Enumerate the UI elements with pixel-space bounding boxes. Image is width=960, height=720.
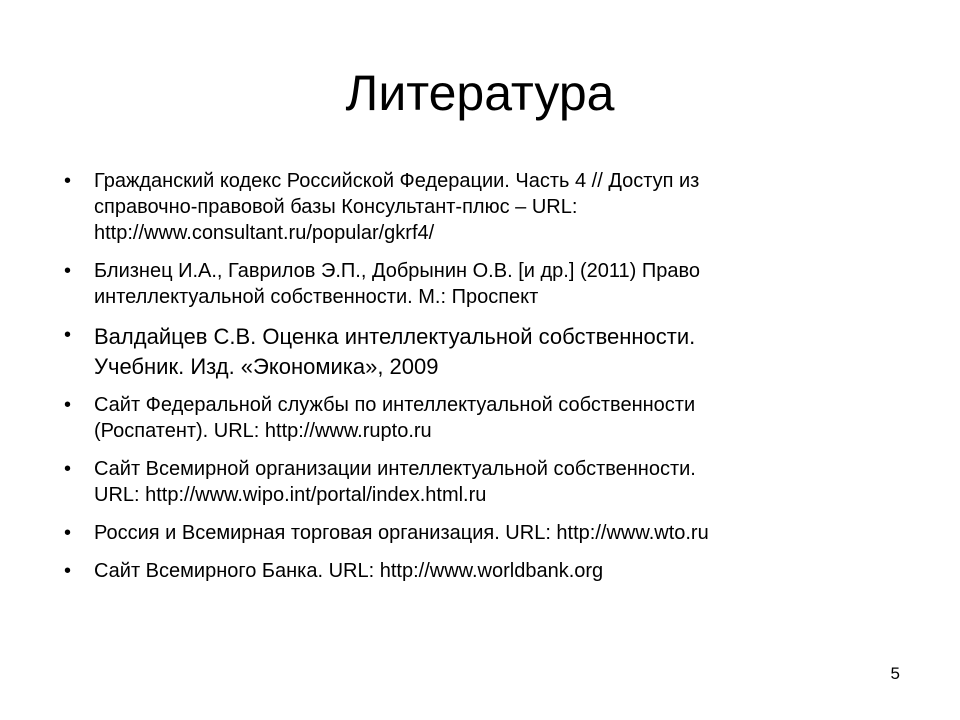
bullet-dot-icon: • bbox=[64, 560, 72, 582]
list-item-line: Гражданский кодекс Российской Федерации. Часть 4 // Доступ из bbox=[94, 170, 700, 192]
list-item-line: Валдайцев С.В. Оценка интеллектуальной собственности. bbox=[94, 324, 696, 349]
list-item-line: Близнец И.А., Гаврилов Э.П., Добрынин О.В. [и др.] (2011) Право bbox=[94, 260, 700, 282]
list-item-line: Сайт Всемирного Банка. URL: http://www.worldbank.org bbox=[94, 560, 604, 582]
bibliography-list bbox=[60, 168, 890, 596]
list-item-text bbox=[94, 322, 890, 382]
list-item-text bbox=[94, 558, 890, 584]
list-item bbox=[60, 168, 890, 246]
list-item bbox=[60, 456, 890, 508]
list-item-text bbox=[94, 392, 890, 444]
list-item bbox=[60, 392, 890, 444]
list-item-text bbox=[94, 258, 890, 310]
list-item-line: URL: http://www.wipo.int/portal/index.html.ru bbox=[94, 484, 487, 506]
list-item-text bbox=[94, 520, 890, 546]
list-item bbox=[60, 520, 890, 546]
list-item-line: Сайт Всемирной организации интеллектуальной собственности. bbox=[94, 458, 696, 480]
list-item-line: (Роспатент). URL: http://www.rupto.ru bbox=[94, 420, 432, 442]
list-item-line: Россия и Всемирная торговая организация. URL: http://www.wto.ru bbox=[94, 522, 709, 544]
list-item bbox=[60, 322, 890, 382]
list-item-line: интеллектуальной собственности. М.: Проспект bbox=[94, 286, 539, 308]
list-item-text bbox=[94, 168, 890, 246]
list-item bbox=[60, 558, 890, 584]
bullet-dot-icon: • bbox=[64, 522, 72, 544]
slide-title: Литература bbox=[345, 65, 615, 121]
list-item-text bbox=[94, 456, 890, 508]
bullet-dot-icon: • bbox=[64, 394, 72, 416]
bullet-dot-icon: • bbox=[64, 324, 72, 346]
list-item-line: Учебник. Изд. «Экономика», 2009 bbox=[94, 354, 439, 379]
list-item-line: http://www.consultant.ru/popular/gkrf4/ bbox=[94, 222, 435, 244]
list-item-line: Сайт Федеральной службы по интеллектуальной собственности bbox=[94, 394, 696, 416]
page-number: 5 bbox=[890, 664, 900, 683]
bullet-dot-icon: • bbox=[64, 260, 72, 282]
list-item bbox=[60, 258, 890, 310]
bullet-dot-icon: • bbox=[64, 170, 72, 192]
list-item-line: справочно-правовой базы Консультант-плюс – URL: bbox=[94, 196, 578, 218]
bullet-dot-icon: • bbox=[64, 458, 72, 480]
